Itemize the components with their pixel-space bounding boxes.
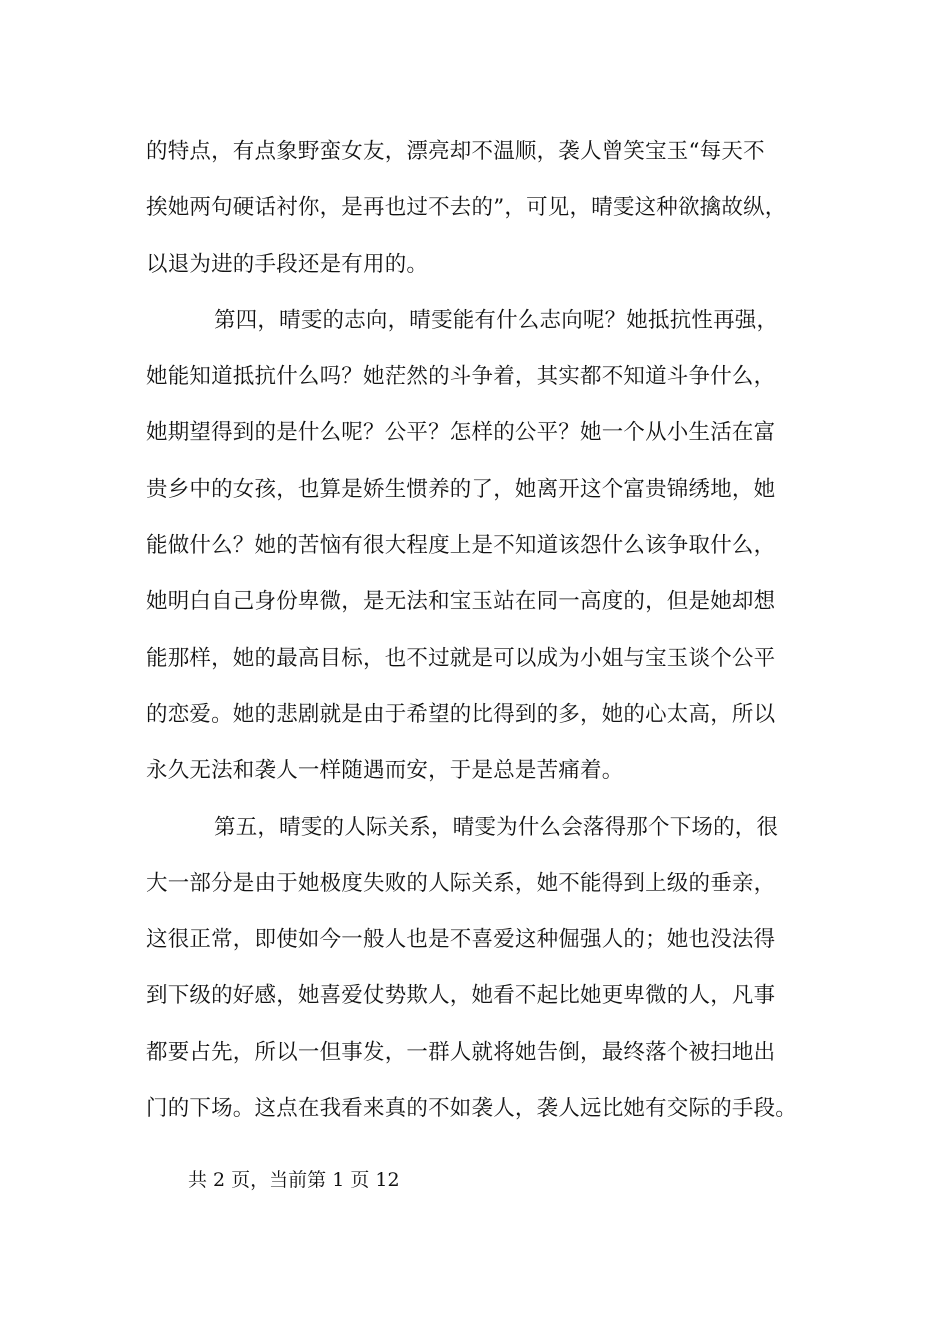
paragraph-start-line: 第四，晴雯的志向，晴雯能有什么志向呢？她抵抗性再强， [214,307,779,333]
text-line: 大一部分是由于她极度失败的人际关系，她不能得到上级的垂亲， [146,870,776,896]
text-line: 门的下场。这点在我看来真的不如袭人，袭人远比她有交际的手段。 [146,1096,798,1122]
text-line: 都要占先，所以一但事发，一群人就将她告倒，最终落个被扫地出 [146,1039,776,1065]
text-line: 她期望得到的是什么呢？公平？怎样的公平？她一个从小生活在富 [146,420,776,446]
text-line: 贵乡中的女孩，也算是娇生惯养的了，她离开这个富贵锦绣地，她 [146,476,776,502]
text-line: 她能知道抵抗什么吗？她茫然的斗争着，其实都不知道斗争什么， [146,364,776,390]
text-line: 到下级的好感，她喜爱仗势欺人，她看不起比她更卑微的人，凡事 [146,983,776,1009]
text-line: 能那样，她的最高目标，也不过就是可以成为小姐与宝玉谈个公平 [146,645,776,671]
text-line: 永久无法和袭人一样随遇而安，于是总是苦痛着。 [146,758,624,784]
text-line: 的恋爱。她的悲剧就是由于希望的比得到的多，她的心太高，所以 [146,701,776,727]
text-line: 挨她两句硬话衬你，是再也过不去的”，可见，晴雯这种欲擒故纵， [146,195,787,221]
text-line: 以退为进的手段还是有用的。 [146,251,429,277]
text-line: 的特点，有点象野蛮女友，漂亮却不温顺，袭人曾笑宝玉“每天不 [146,139,765,164]
text-line: 能做什么？她的苦恼有很大程度上是不知道该怨什么该争取什么， [146,533,776,559]
page-indicator: 共 2 页，当前第 1 页 12 [188,1169,400,1191]
paragraph-start-line: 第五，晴雯的人际关系，晴雯为什么会落得那个下场的，很 [214,814,779,840]
text-line: 这很正常，即使如今一般人也是不喜爱这种倔强人的；她也没法得 [146,927,776,953]
text-line: 她明白自己身份卑微，是无法和宝玉站在同一高度的，但是她却想 [146,589,776,615]
body-text [146,130,816,1143]
